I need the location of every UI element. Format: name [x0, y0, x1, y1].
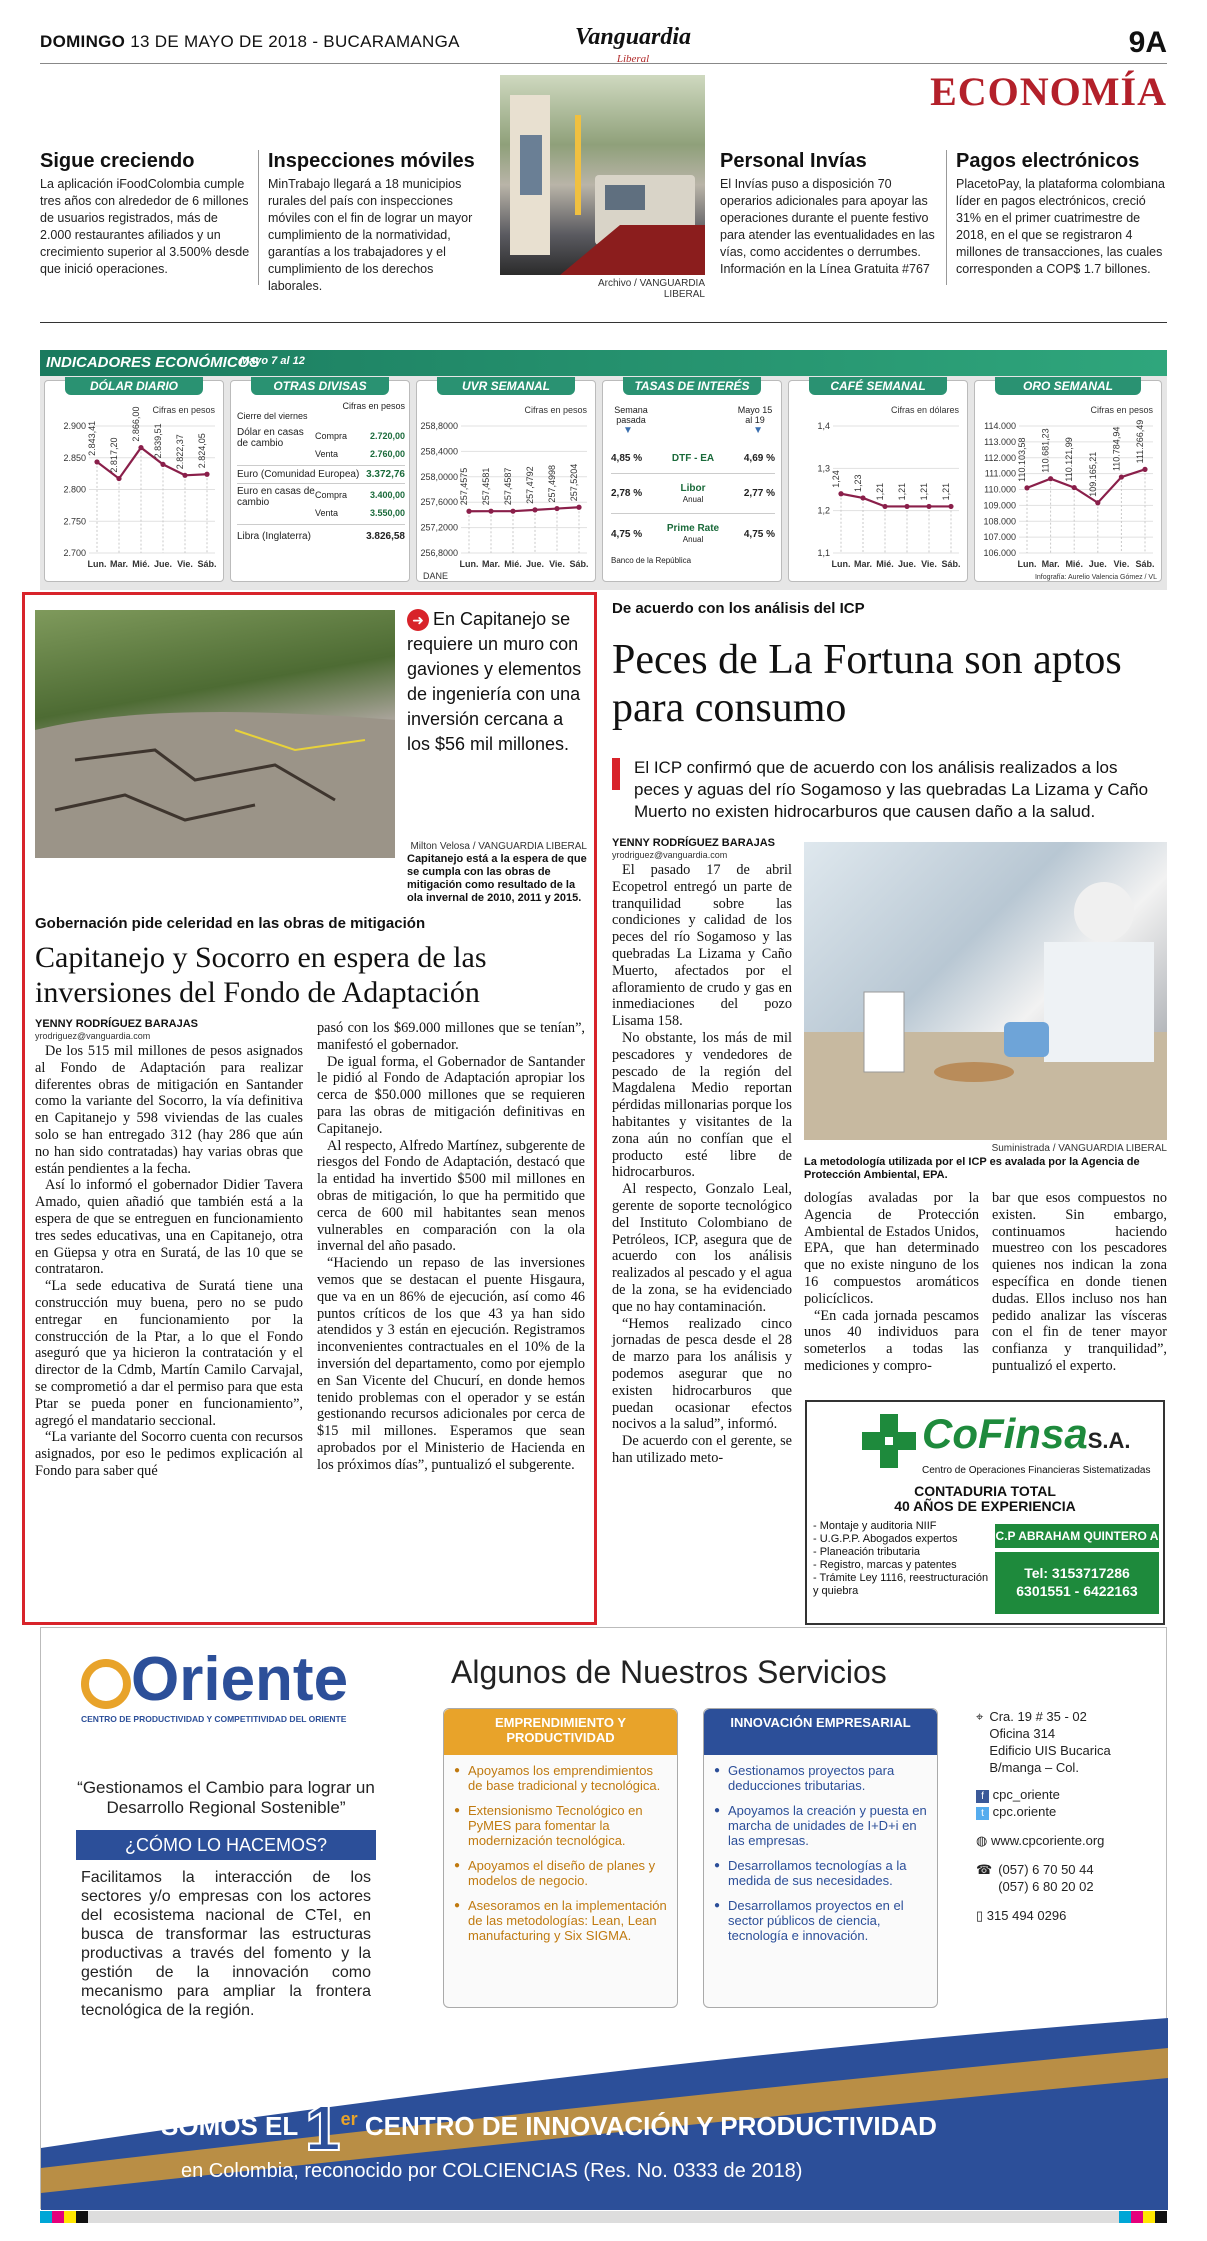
divisa-row: Libra (Inglaterra) 3.826,58: [237, 531, 405, 542]
oriente-how-text: Facilitamos la interacción de los sectores y/o empresas con los actores del ecosistema nacional de CTeI, en busca de transformar las estructuras productivas a través del fomento y la gestión de la innovación como mecanismo para ampliar la frontera tecnológica de la región.: [81, 1869, 371, 2019]
service-box-innovacion: [703, 1708, 938, 2008]
oriente-contact: ⌖ Cra. 19 # 35 - 02 Oficina 314 Edificio UIS Bucarica B/manga – Col. f cpc_oriente t cpc.oriente ◍ www.cpcoriente.org ☎ (057) 6 70 50 44 (057) 6 80 20 02 ▯ 315 494 0296: [976, 1709, 1111, 1923]
article-kicker: Gobernación pide celeridad en las obras de mitigación: [35, 915, 426, 932]
brief-placetopay: [956, 150, 1166, 278]
service-list: [704, 1755, 937, 1961]
data-point: [94, 459, 99, 464]
panel-tasas: [602, 380, 782, 582]
x-tick-label: Sáb.: [569, 559, 589, 569]
panel-tab: TASAS DE INTERÉS: [623, 377, 761, 395]
y-tick-label: 2.750: [63, 516, 86, 527]
service-item: ● Desarrollamos proyectos en el sector públicos de ciencia, tecnología e innovación.: [714, 1898, 927, 1943]
panel-dolar: [44, 380, 224, 582]
data-label: 2.843,41: [87, 420, 97, 456]
data-point: [204, 472, 209, 477]
tasa-row: 4,75 % Prime Rate Anual 4,75 %: [611, 523, 775, 544]
divisa-row: Dólar en casas de cambio Compra 2.720,00 Venta 2.760,00: [237, 425, 405, 466]
data-point: [904, 504, 909, 509]
panel-tab: DÓLAR DIARIO: [65, 377, 203, 395]
data-label: 257,4575: [459, 467, 469, 506]
brief-invias: [720, 150, 938, 278]
y-tick-label: 1,1: [817, 548, 830, 558]
data-label: 257,4998: [547, 465, 557, 503]
landslide-illustration: [35, 610, 395, 858]
data-point: [1072, 485, 1077, 490]
y-tick-label: 111.000: [984, 468, 1016, 479]
page-header: [40, 26, 1167, 64]
data-point: [926, 504, 931, 509]
oriente-logo-icon: [81, 1659, 131, 1709]
mobile-icon: ▯: [976, 1908, 984, 1923]
x-tick-label: Vie.: [1113, 559, 1130, 569]
y-tick-label: 113.000: [984, 436, 1016, 447]
data-label: 1,21: [919, 482, 929, 501]
article-byline: YENNY RODRÍGUEZ BARAJAS: [35, 1018, 198, 1030]
brief-title: Inspecciones móviles: [268, 150, 475, 172]
data-point: [1024, 485, 1029, 490]
lab-illustration: [804, 842, 1167, 1140]
brief-title: Personal Invías: [720, 150, 867, 172]
data-label: 1,24: [831, 470, 841, 488]
x-tick-label: Vie.: [549, 559, 565, 569]
x-tick-label: Mié.: [504, 559, 522, 569]
cofinsa-ad: [805, 1400, 1165, 1625]
data-label: 2.839,51: [153, 423, 163, 459]
data-point: [860, 495, 865, 500]
brief-text: El Invías puso a disposición 70 operarios adicionales para apoyar las operaciones durante el puente festivo para atender las eventualidades en las vías, como accidentes o derrumbes. Información en la Línea Gratuita #767: [720, 177, 935, 276]
y-tick-label: 114.000: [984, 421, 1016, 431]
x-tick-label: Mar.: [853, 559, 873, 569]
arrow-right-icon: ➜: [407, 609, 429, 631]
data-label: 110.103,58: [1017, 437, 1027, 482]
cierre-label: Cierre del viernes: [237, 411, 308, 421]
series-line: [469, 507, 579, 511]
series-line: [1027, 469, 1145, 502]
panel-cafe: [788, 380, 968, 582]
service-item: ● Desarrollamos tecnologías a la medida de sus necesidades.: [714, 1858, 927, 1888]
data-point: [466, 509, 471, 514]
y-tick-label: 2.900: [63, 421, 86, 431]
landslide-photo: [35, 610, 395, 858]
tasa-row: 2,78 % Libor Anual 2,77 %: [611, 474, 775, 514]
tasa-row: 4,85 % DTF - EA 4,69 %: [611, 444, 775, 474]
service-item: ● Asesoramos en la implementación de las metodologías: Lean, Lean manufacturing y Six SIGMA.: [454, 1898, 667, 1943]
indicators-period: Mayo 7 al 12: [240, 355, 305, 367]
panel-uvr: [416, 380, 596, 582]
x-tick-label: Vie.: [921, 559, 937, 569]
data-label: 1,21: [875, 482, 885, 501]
y-tick-label: 258,4000: [420, 446, 458, 457]
panel-tab: CAFÉ SEMANAL: [809, 377, 947, 395]
section-title: ECONOMÍA: [930, 69, 1167, 114]
data-label: 1,21: [897, 482, 907, 501]
data-point: [576, 505, 581, 510]
down-arrow-icon: ▼: [753, 425, 763, 436]
data-point: [532, 507, 537, 512]
data-point: [1048, 476, 1053, 481]
panel-oro: [974, 380, 1162, 582]
data-label: 110.121,99: [1064, 437, 1075, 482]
y-tick-label: 107.000: [983, 532, 1016, 543]
down-arrow-icon: ▼: [623, 425, 633, 436]
photo-caption: Capitanejo está a la espera de que se cumpla con las obras de mitigación como resultado de la ola invernal de 2010, 2011 y 2015.: [407, 853, 587, 904]
data-label: 1,21: [941, 482, 951, 501]
data-point: [554, 506, 559, 511]
banner-line-1: SOMOS EL 1er CENTRO DE INNOVACIÓN Y PRODUCTIVIDAD: [161, 2092, 937, 2164]
unit-label: Cifras en dólares: [890, 405, 959, 415]
oriente-how-title: ¿CÓMO LO HACEMOS?: [76, 1830, 376, 1860]
data-label: 257,4792: [525, 466, 535, 504]
y-tick-label: 110.000: [984, 484, 1016, 495]
brief-text: PlacetoPay, la plataforma colombiana líder en pagos electrónicos, creció 31% en el primer cuatrimestre de 2018, en el que se registraron 4 millones de transacciones, las cuales corresponden a COP$ 1.7 billones.: [956, 177, 1165, 276]
banner-line-2: en Colombia, reconocido por COLCIENCIAS (Res. No. 0333 de 2018): [181, 2160, 803, 2182]
service-list: [444, 1755, 677, 1961]
cofinsa-brand: CoFinsaS.A.: [922, 1410, 1131, 1457]
x-tick-label: Jue.: [525, 559, 545, 569]
brief-title: Pagos electrónicos: [956, 150, 1140, 172]
x-tick-label: Mié.: [1065, 559, 1083, 569]
x-tick-label: Mar.: [109, 559, 129, 569]
newspaper-logo: Vanguardia Liberal: [575, 24, 692, 65]
photo-caption: La metodología utilizada por el ICP es avalada por la Agencia de Protección Ambiental, EPA.: [804, 1156, 1140, 1181]
article-column-3: bar que esos compuestos no existen. Sin embargo, continuamos haciendo muestreo con los pescadores quienes nos indican la zona específica en donde tienen dudas. Ellos incluso nos han pedido analizar las vísceras con el fin de tener mayor confianza y tranquilidad”, puntualizó el experto.: [992, 1190, 1167, 1374]
data-label: 2.824,05: [197, 433, 207, 469]
uvr-chart: [417, 381, 597, 583]
x-tick-label: Lun.: [1017, 559, 1037, 569]
data-label: 2.817,20: [109, 437, 119, 473]
web-icon: ◍: [976, 1833, 988, 1848]
x-tick-label: Jue.: [1088, 559, 1107, 569]
brief-mintrabajo: [268, 150, 490, 295]
oro-chart: [975, 381, 1163, 583]
indicators-title: INDICADORES ECONÓMICOS: [46, 354, 260, 371]
oriente-services-title: Algunos de Nuestros Servicios: [451, 1654, 887, 1690]
data-point: [1142, 467, 1147, 472]
service-item: ● Gestionamos proyectos para deducciones tributarias.: [714, 1763, 927, 1793]
article-column-1: De los 515 mil millones de pesos asignados al Fondo de Adaptación para realizar diferentes obras de mitigación en Santander como la variante del Socorro, la vía definitiva en Capitanejo y 598 viviendas de las cuales solo se han entregado 312 (hay 286 que aún no han sido contratadas) hay varias obras que están pendientes a la fecha. Así lo informó el gobernador Didier Tavera Amado, quien añadió que también está a la espera de que se entreguen en funcionamiento tres sedes educativas, una en Capitanejo, otra en Güepsa y otra en Suratá, de las 10 que se contrataron. “La sede educativa de Suratá tiene una construcción muy buena, pero no se pudo entregar en funcionamiento por la construcción de la Ptar, a lo que el Fondo aseguró que ya hicieron la contratación y el director de la Cdmb, Martín Camilo Carvajal, se comprometió a dar el permiso para que esta Ptar se pueda poner en funcionamiento”, agregó el mandatario seccional. “La variante del Socorro cuenta con recursos asignados, por eso le pedimos explicación al Fondo para saber qué: [35, 1043, 303, 1479]
divisa-row: Euro (Comunidad Europea) 3.372,76: [237, 466, 405, 484]
x-tick-label: Jue.: [897, 559, 917, 569]
y-tick-label: 108.000: [983, 516, 1016, 527]
y-tick-label: 257,6000: [420, 497, 458, 508]
data-label: 109.165,21: [1087, 451, 1098, 497]
data-point: [510, 509, 515, 514]
article-email: yrodriguez@vanguardia.com: [612, 850, 728, 860]
panel-divisas: [230, 380, 410, 582]
lead-marker: [612, 758, 620, 790]
y-tick-label: 112.000: [984, 452, 1016, 463]
toll-booth-illustration: [500, 75, 705, 275]
data-label: 257,4581: [481, 467, 491, 506]
x-tick-label: Mar.: [481, 559, 501, 569]
facebook-icon: f: [976, 1790, 989, 1803]
x-tick-label: Lun.: [459, 559, 479, 569]
service-box-title: INNOVACIÓN EMPRESARIAL: [704, 1709, 937, 1755]
brief-text: La aplicación iFoodColombia cumple tres años con alrededor de 6 millones de usuarios registrados, más de 2.000 restaurantes afiliados y un crecimiento superior al 3.500% desde que inició operaciones.: [40, 177, 250, 276]
brief-text: MinTrabajo llegará a 18 municipios rurales del país con inspecciones móviles con el fin de lograr un mayor cumplimiento de la normatividad, garantías a los trabajadores y el cumplimiento de los derechos laborales.: [268, 177, 473, 293]
page-number: 9A: [1128, 26, 1167, 59]
data-point: [182, 473, 187, 478]
y-tick-label: 2.850: [63, 452, 86, 463]
photo-credit: Suministrada / VANGUARDIA LIBERAL: [991, 1143, 1167, 1154]
x-tick-label: Lun.: [87, 559, 107, 569]
panel-tab: ORO SEMANAL: [995, 377, 1141, 395]
data-point: [948, 504, 953, 509]
y-tick-label: 106.000: [983, 548, 1016, 558]
service-item: ● Apoyamos la creación y puesta en marcha de unidades de I+D+i en las empresas.: [714, 1803, 927, 1848]
service-item: ● Apoyamos los emprendimientos de base tradicional y tecnológica.: [454, 1763, 667, 1793]
toll-booth-photo: [500, 75, 705, 275]
data-point: [1119, 474, 1124, 479]
data-label: 110.784,94: [1111, 426, 1122, 472]
y-tick-label: 256,8000: [420, 548, 458, 558]
source-label: DANE: [423, 571, 449, 581]
article-lead: El ICP confirmó que de acuerdo con los análisis realizados a los peces y aguas del río Sogamoso y las quebradas La Lizama y Caño Muerto no existen hidrocarburos que causen daño a la salud.: [634, 758, 1149, 821]
pull-quote: ➜ En Capitanejo se requiere un muro con gaviones y elementos de ingeniería con una inversión cercana a los $56 mil millones.: [407, 609, 582, 754]
photo-credit: Milton Velosa / VANGUARDIA LIBERAL: [410, 841, 587, 852]
phone-icon: ☎: [976, 1862, 993, 1877]
cofinsa-logo-icon: [862, 1414, 916, 1468]
data-point: [488, 509, 493, 514]
x-tick-label: Mié.: [132, 559, 150, 569]
y-tick-label: 2.800: [63, 484, 86, 495]
y-tick-label: 1,2: [817, 505, 830, 516]
data-point: [160, 462, 165, 467]
service-item: ● Extensionismo Tecnológico en PyMES para fomentar la modernización tecnológica.: [454, 1803, 667, 1848]
divisas-table: [237, 401, 405, 548]
data-label: 111.266,49: [1135, 419, 1145, 464]
y-tick-label: 258,0000: [420, 471, 458, 482]
indicators-header: [40, 350, 1167, 376]
x-tick-label: Mar.: [1041, 559, 1060, 569]
divisa-row: Euro en casas de cambio Compra 3.400,00 Venta 3.550,00: [237, 484, 405, 525]
oriente-slogan: “Gestionamos el Cambio para lograr un Desarrollo Regional Sostenible”: [77, 1778, 375, 1817]
panel-tab: OTRAS DIVISAS: [251, 377, 389, 395]
service-item: ● Apoyamos el diseño de planes y modelos de negocio.: [454, 1858, 667, 1888]
y-tick-label: 257,2000: [420, 522, 458, 533]
cofinsa-headline: CONTADURIA TOTAL 40 AÑOS DE EXPERIENCIA: [894, 1483, 1076, 1514]
unit-label: Cifras en pesos: [342, 401, 405, 411]
credit-label: Infografía: Aurelio Valencia Gómez / VL: [1034, 574, 1157, 581]
economic-indicators: [40, 350, 1167, 590]
data-label: 2.822,37: [175, 434, 185, 470]
data-label: 257,5204: [569, 463, 579, 502]
data-label: 2.866,00: [131, 406, 141, 442]
tasas-table: Semana pasada Mayo 15 al 19 ▼ ▼ 4,85 % DTF - EA 4,69 % 2,78 % Libor Anual 2,77 % 4,75 % Prime Rate Anual 4,75 % Banco de la República: [611, 405, 775, 565]
y-tick-label: 2.700: [63, 548, 86, 558]
lab-photo: [804, 842, 1167, 1140]
x-tick-label: Jue.: [153, 559, 173, 569]
article-byline: YENNY RODRÍGUEZ BARAJAS: [612, 837, 775, 849]
source-label: Banco de la República: [611, 556, 692, 565]
y-tick-label: 1,4: [817, 421, 830, 431]
service-box-emprendimiento: [443, 1708, 678, 2008]
article-capitanejo: [22, 592, 597, 1625]
location-pin-icon: ⌖: [976, 1709, 984, 1724]
data-point: [838, 491, 843, 496]
x-tick-label: Sáb.: [941, 559, 961, 569]
service-box-title: EMPRENDIMIENTO Y PRODUCTIVIDAD: [444, 1709, 677, 1755]
unit-label: Cifras en pesos: [524, 405, 587, 415]
data-label: 110.681,23: [1040, 428, 1051, 473]
data-point: [116, 476, 121, 481]
brief-ifood: [40, 150, 250, 278]
data-point: [1095, 500, 1100, 505]
brief-title: Sigue creciendo: [40, 150, 195, 172]
cafe-chart: [789, 381, 969, 583]
cofinsa-tagline: Centro de Operaciones Financieras Sistematizadas: [922, 1465, 1151, 1476]
header-date: DOMINGO 13 DE MAYO DE 2018 - BUCARAMANGA: [40, 32, 460, 51]
y-tick-label: 1,3: [817, 463, 830, 474]
article-headline: Peces de La Fortuna son aptos para consumo: [612, 637, 1122, 731]
article-column-2: pasó con los $69.000 millones que se tenían”, manifestó el gobernador. De igual forma, el Gobernador de Santander le pidió al Fondo de Adaptación apropiar los cerca de $50.000 millones que se requieren para las obras de mitigación definitivas en Capitanejo. Al respecto, Alfredo Martínez, subgerente de riesgos del Fondo de Adaptación, destacó que la entidad ha invertido $500 mil millones en obras de mitigación, lo que ha permitido que cerca de 600 mil habitantes sean menos vulnerables en comparación con la ola invernal del año pasado. “Haciendo un repaso de las inversiones vemos que se destacan el puente Hisgaura, que va en un 86% de ejecución, así como 46 puntos críticos de los que 43 ya han sido atendidos y 3 están en ejecución. Registramos inconvenientes contractuales en el 10% de la inversión del departamento, como por ejemplo en San Vicente del Chucurí, en donde hemos tenido problemas con el operador y se están gestionando recursos adicionales por cerca de $15 mil millones. Esperamos que sean aprobados por el Ministerio de Hacienda en los próximos días”, puntualizó el subgerente.: [317, 1020, 585, 1473]
twitter-icon: t: [976, 1807, 989, 1820]
data-label: 257,4587: [503, 467, 513, 506]
oriente-ad: [40, 1627, 1167, 2209]
unit-label: Cifras en pesos: [1090, 405, 1153, 415]
cofinsa-contact-name: C.P ABRAHAM QUINTERO A: [995, 1524, 1159, 1548]
series-line: [841, 494, 951, 507]
article-headline: Capitanejo y Socorro en espera de las inversiones del Fondo de Adaptación: [35, 941, 487, 1009]
x-tick-label: Vie.: [177, 559, 193, 569]
data-point: [138, 445, 143, 450]
x-tick-label: Lun.: [831, 559, 851, 569]
data-point: [882, 504, 887, 509]
print-color-bar: [40, 2211, 1167, 2223]
dolar-chart: [45, 381, 225, 583]
article-email: yrodriguez@vanguardia.com: [35, 1031, 151, 1041]
cofinsa-phones: Tel: 3153717286 6301551 - 6422163: [995, 1552, 1159, 1614]
x-tick-label: Sáb.: [197, 559, 217, 569]
brief-photo-caption: Archivo / VANGUARDIA LIBERAL: [597, 278, 705, 300]
oriente-logo: Oriente CENTRO DE PRODUCTIVIDAD Y COMPETITIVIDAD DEL ORIENTE: [81, 1645, 349, 1724]
article-column-1: El pasado 17 de abril Ecopetrol entregó un parte de tranquilidad sobre las condiciones y calidad de los peces del río Sogamoso y las quebradas La Lizama y Caño Muerto, afectados por el afloramiento de crudo y gas en inmediaciones del pozo Lisama 158. No obstante, los más de mil pescadores y vendedores de pescado de la región del Magdalena Medio reportan pérdidas millonarias porque los habitantes y visitantes de la zona aún no confían que el producto esté libre de hidrocarburos. Al respecto, Gonzalo Leal, gerente de soporte tecnológico del Instituto Colombiano de Petróleos, ICP, asegura que de acuerdo con los análisis realizados al pescado y el agua de la zona, se ha evidenciado que no hay contaminación. “Hemos realizado cinco jornadas de pesca desde el 28 de marzo para los análisis y podemos asegurar que no existen hidrocarburos que puedan ocasionar efectos nocivos a la salud”, informó. De acuerdo con el gerente, se han utilizado meto-: [612, 862, 792, 1466]
x-tick-label: Sáb.: [1135, 559, 1155, 569]
data-label: 1,23: [853, 474, 863, 492]
x-tick-label: Mié.: [876, 559, 894, 569]
panel-tab: UVR SEMANAL: [437, 377, 575, 395]
y-tick-label: 109.000: [983, 500, 1016, 511]
cofinsa-services: - Montaje y auditoria NIIF - U.G.P.P. Abogados expertos - Planeación tributaria - Registro, marcas y patentes - Trámite Ley 1116, reestructuración y quiebra: [813, 1520, 989, 1597]
y-tick-label: 258,8000: [420, 421, 458, 431]
unit-label: Cifras en pesos: [152, 405, 215, 415]
article-kicker: De acuerdo con los análisis del ICP: [612, 600, 865, 617]
article-column-2: dologías avaladas por la Agencia de Protección Ambiental de Estados Unidos, EPA, que han determinado que no existe ninguno de los 16 compuestos aromáticos policíclicos. “En cada jornada pescamos unos 40 individuos para someterlos a todas las mediciones y compro-: [804, 1190, 979, 1374]
